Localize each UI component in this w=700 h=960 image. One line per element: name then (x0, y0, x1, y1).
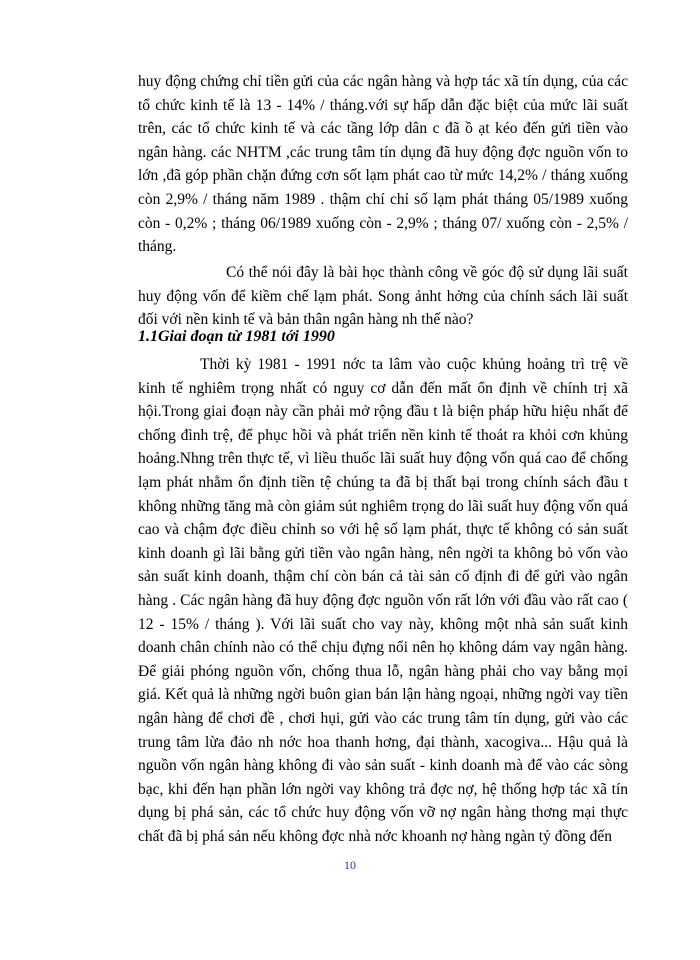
paragraph-interest-rate-results: huy động chứng chỉ tiền gửi của các ngân hàng và hợp tác xã tín dụng, của các tổ chức kinh tế là 13 - 14% / tháng.với sự hấp dẫn đặc biệt của mức lãi suất trên, các tổ chức kinh tế và các tầng lớp dân c đã ồ ạt kéo đến gửi tiền vào ngân hàng. các NHTM ,các trung tâm tín dụng đã huy động đợc nguồn vốn to lớn ,đã góp phần chặn đứng cơn sốt lạm phát cao từ mức 14,2% / tháng xuống còn 2,9% / tháng năm 1989 . thậm chí chỉ số lạm phát tháng 05/1989 xuống còn - 0,2% ; tháng 06/1989 xuống còn - 2,9% ; tháng 07/ xuống còn - 2,5% / tháng. (138, 73, 628, 256)
page-number: 10 (344, 858, 356, 872)
paragraph-period-1981-1991: Thời kỳ 1981 - 1991 nớc ta lâm vào cuộc khủng hoảng trì trệ về kinh tế nghiêm trọng nhất có nguy cơ dẫn đến mất ổn định về chính trị xã hội.Trong giai đoạn này cần phải mở rộng đầu t là biện pháp hữu hiệu nhất để chống đình trệ, để phục hồi và phát triển nền kinh tế thoát ra khỏi cơn khủng hoảng.Nhng trên thực tế, vì liều thuốc lãi suất huy động vốn quá cao để chống lạm phát nhằm ổn định tiền tệ chúng ta đã bị thất bại trong chính sách đầu t không những tăng mà còn giảm sút nghiêm trọng do lãi suất huy động vốn quá cao và chậm đợc điều chỉnh so với hệ số lạm phát, thực tế không có sản suất kinh doanh gì lãi bằng gửi tiền vào ngân hàng, nên ngời ta không bỏ vốn vào sản suất kinh doanh, thậm chí còn bán cả tài sản cố định đi để gửi vào ngân hàng . Các ngân hàng đã huy động đợc nguồn vốn rất lớn với đầu vào rất cao ( 12 - 15% / tháng ). Với lãi suất cho vay này, không một nhà sản suất kinh doanh chân chính nào có thể chịu đựng nổi nên họ không dám vay ngân hàng. Để giải phóng nguồn vốn, chống thua lỗ, ngân hàng phải cho vay bằng mọi giá. Kết quả là những ngời buôn gian bán lận hàng ngoại, những ngời vay tiền ngân hàng để chơi đề , chơi hụi, gửi vào các trung tâm tín dụng, gửi vào các trung tâm lừa đảo nh nớc hoa thanh hơng, đại thành, xacogiva... Hậu quả là nguồn vốn ngân hàng không đi vào sản suất - kinh doanh mà để vào các sòng bạc, khi đến hạn phần lớn ngời vay không trả đợc nợ, hệ thống hợp tác xã tín dụng bị phá sản, các tổ chức huy động vốn vỡ nợ ngân hàng thơng mại thực chất đã bị phá sản nếu không đợc nhà nớc khoanh nợ hàng ngàn tỷ đồng đến (138, 356, 628, 845)
paragraph-lesson-learned: Có thể nói đây là bài học thành công về góc độ sử dụng lãi suất huy động vốn để kiềm chế lạm phát. Song ảnht hởng của chính sách lãi suất đối với nền kinh tế và bản thân ngân hàng nh thế nào? (138, 264, 628, 329)
section-heading: 1.1Giai đoạn từ 1981 tới 1990 (138, 328, 335, 345)
